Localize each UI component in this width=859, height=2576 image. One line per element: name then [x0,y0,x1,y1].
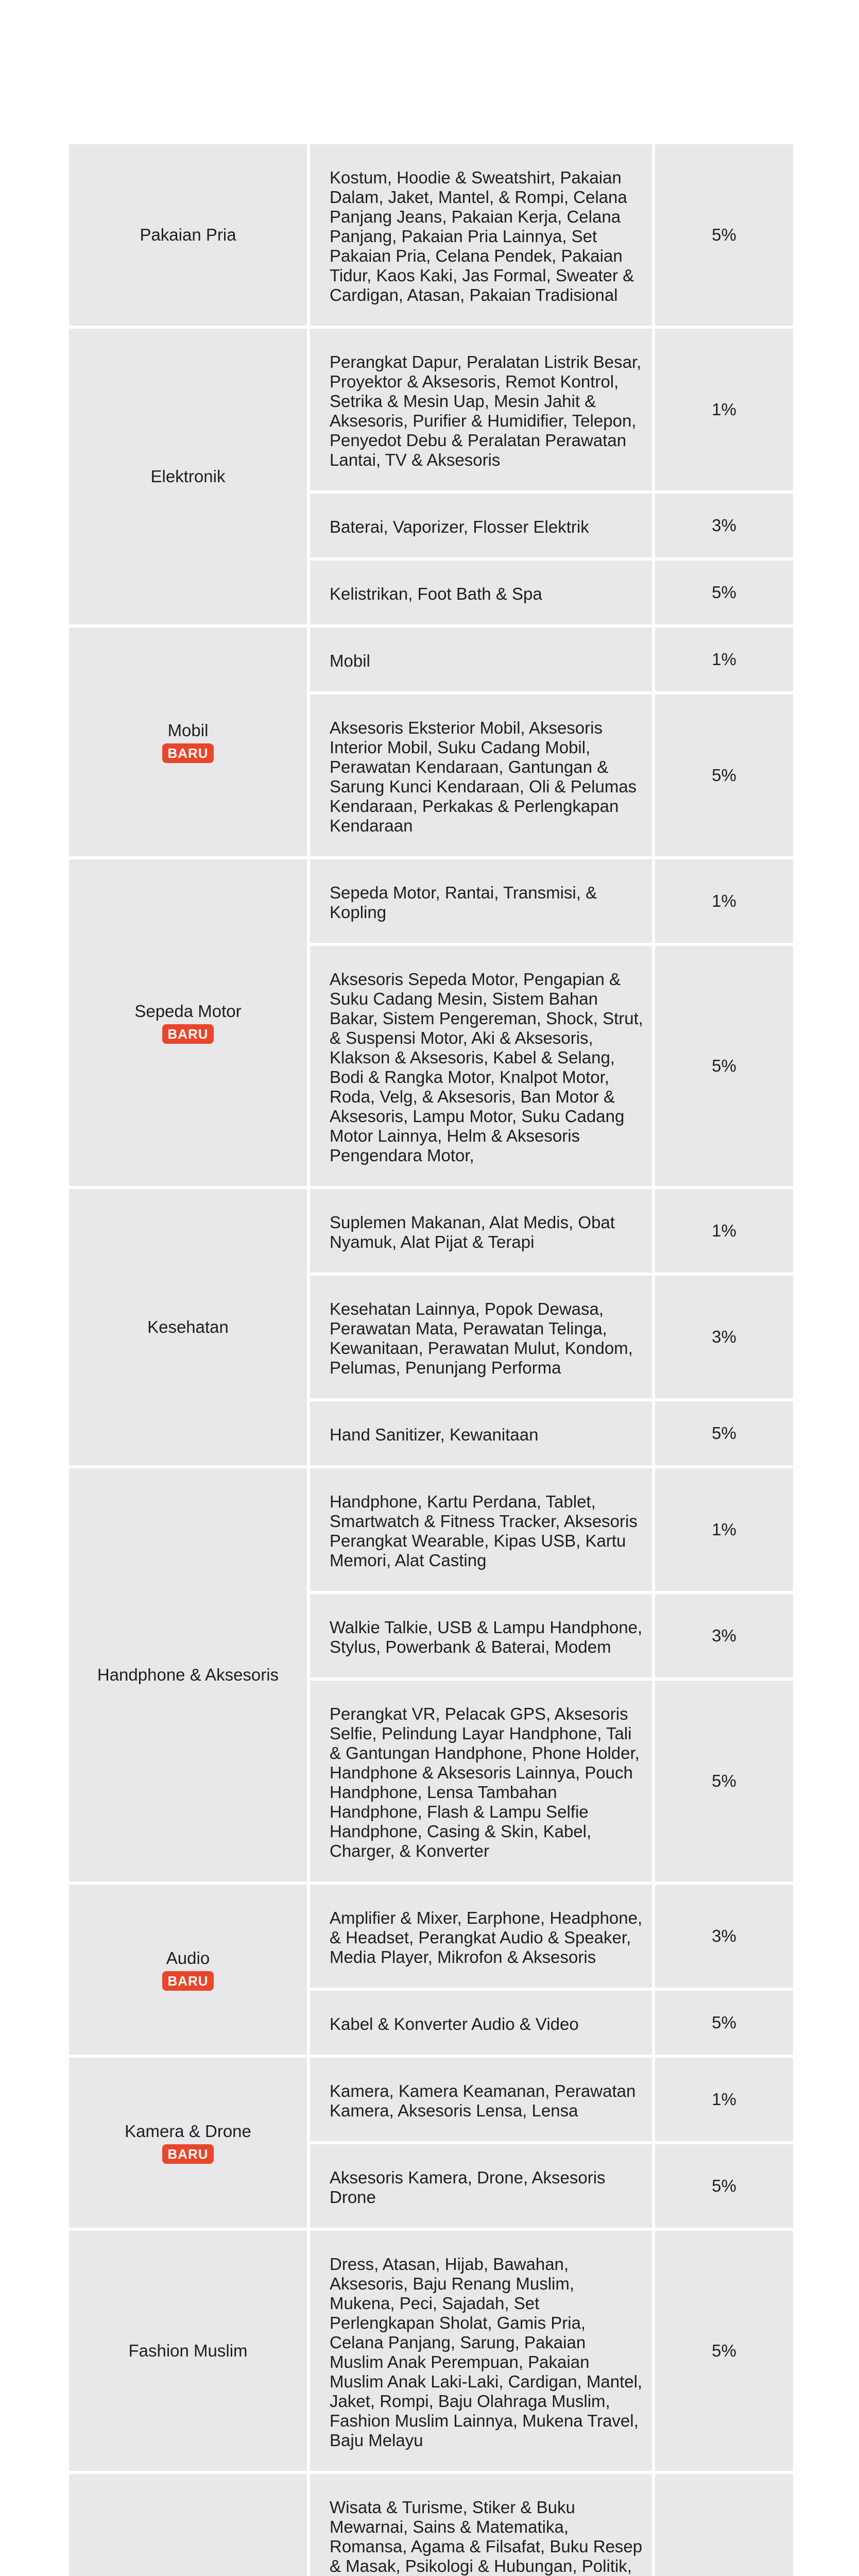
fee-percentage: 3% [654,492,795,559]
category-fee-table [66,141,796,2576]
category-cell [67,1883,308,2056]
fee-percentage: 5% [654,1400,795,1467]
table-row [67,327,795,492]
fee-percentage: 3% [654,1883,795,1989]
subcategory-description: Mobil [308,626,654,693]
table-row [67,1883,795,1989]
table-row [67,1467,795,1592]
table-row [67,858,795,944]
fee-percentage: 5% [654,559,795,626]
new-badge: BARU [162,1024,213,1044]
fee-percentage: 5% [654,2143,795,2229]
new-badge: BARU [162,743,213,763]
fee-table-wrapper [66,141,793,2576]
fee-percentage: 1% [654,327,795,492]
subcategory-description: Walkie Talkie, USB & Lampu Handphone, Stylus, Powerbank & Baterai, Modem [308,1592,654,1679]
category-cell [67,1188,308,1467]
category-name: Handphone & Aksesoris [97,1665,279,1684]
fee-percentage [654,2472,795,2576]
fee-percentage: 1% [654,858,795,944]
category-name: Audio [166,1948,210,1968]
fee-percentage: 5% [654,1989,795,2056]
fee-percentage: 1% [654,1188,795,1274]
fee-percentage: 1% [654,1467,795,1592]
category-name: Mobil [167,721,209,740]
fee-percentage: 1% [654,2056,795,2143]
fee-percentage: 5% [654,143,795,327]
fee-percentage: 3% [654,1274,795,1400]
subcategory-description: Kelistrikan, Foot Bath & Spa [308,559,654,626]
new-badge: BARU [162,2144,213,2164]
subcategory-description: Amplifier & Mixer, Earphone, Headphone, & Headset, Perangkat Audio & Speaker, Media Player, Mikrofon & Aksesoris [308,1883,654,1989]
fee-percentage: 3% [654,1592,795,1679]
category-name: Fashion Muslim [128,2341,248,2360]
fee-percentage: 5% [654,944,795,1188]
fee-percentage: 5% [654,2229,795,2472]
category-cell [67,626,308,858]
table-row [67,626,795,693]
subcategory-description: Kostum, Hoodie & Sweatshirt, Pakaian Dalam, Jaket, Mantel, & Rompi, Celana Panjang Jeans, Pakaian Kerja, Celana Panjang, Pakaian Pria Lainnya, Set Pakaian Pria, Celana Pendek, Pakaian Tidur, Kaos Kaki, Jas Formal, Sweater & Cardigan, Atasan, Pakaian Tradisional [308,143,654,327]
subcategory-description: Hand Sanitizer, Kewanitaan [308,1400,654,1467]
subcategory-description: Baterai, Vaporizer, Flosser Elektrik [308,492,654,559]
new-badge: BARU [162,1971,213,1991]
category-name: Pakaian Pria [140,225,236,244]
subcategory-description: Kamera, Kamera Keamanan, Perawatan Kamera, Aksesoris Lensa, Lensa [308,2056,654,2143]
fee-table-body [67,143,795,2576]
category-cell [67,2229,308,2472]
table-row [67,2056,795,2143]
table-row [67,1188,795,1274]
fee-percentage: 5% [654,1679,795,1883]
category-name: Sepeda Motor [134,1002,242,1021]
subcategory-description: Perangkat VR, Pelacak GPS, Aksesoris Selfie, Pelindung Layar Handphone, Tali & Gantungan Handphone, Phone Holder, Handphone & Aksesoris Lainnya, Pouch Handphone, Lensa Tambahan Handphone, Flash & Lampu Selfie Handphone, Casing & Skin, Kabel, Charger, & Konverter [308,1679,654,1883]
subcategory-description: Wisata & Turisme, Stiker & Buku Mewarnai, Sains & Matematika, Romansa, Agama & Filsafat, Buku Resep & Masak, Psikologi & Hubungan, Politik, [308,2472,654,2576]
subcategory-description: Aksesoris Kamera, Drone, Aksesoris Drone [308,2143,654,2229]
category-cell [67,858,308,1188]
subcategory-description: Dress, Atasan, Hijab, Bawahan, Aksesoris, Baju Renang Muslim, Mukena, Peci, Sajadah, Set Perlengkapan Sholat, Gamis Pria, Celana Panjang, Sarung, Pakaian Muslim Anak Perempuan, Pakaian Muslim Anak Laki-Laki, Cardigan, Mantel, Jaket, Rompi, Baju Olahraga Muslim, Fashion Muslim Lainnya, Mukena Travel, Baju Melayu [308,2229,654,2472]
category-cell [67,327,308,626]
table-row [67,2229,795,2472]
subcategory-description: Handphone, Kartu Perdana, Tablet, Smartwatch & Fitness Tracker, Aksesoris Perangkat Wearable, Kipas USB, Kartu Memori, Alat Casting [308,1467,654,1592]
table-row [67,143,795,327]
category-name: Elektronik [150,467,226,486]
subcategory-description: Sepeda Motor, Rantai, Transmisi, & Kopling [308,858,654,944]
category-cell [67,143,308,327]
category-cell [67,1467,308,1883]
category-name: Kesehatan [147,1317,229,1336]
category-name: Kamera & Drone [125,2122,251,2141]
subcategory-description: Aksesoris Sepeda Motor, Pengapian & Suku Cadang Mesin, Sistem Bahan Bakar, Sistem Pengereman, Shock, Strut, & Suspensi Motor, Aki & Aksesoris, Klakson & Aksesoris, Kabel & Selang, Bodi & Rangka Motor, Knalpot Motor, Roda, Velg, & Aksesoris, Ban Motor & Aksesoris, Lampu Motor, Suku Cadang Motor Lainnya, Helm & Aksesoris Pengendara Motor, [308,944,654,1188]
table-row [67,2472,795,2576]
category-cell [67,2056,308,2229]
subcategory-description: Kesehatan Lainnya, Popok Dewasa, Perawatan Mata, Perawatan Telinga, Kewanitaan, Perawatan Mulut, Kondom, Pelumas, Penunjang Performa [308,1274,654,1400]
fee-percentage: 1% [654,626,795,693]
subcategory-description: Kabel & Konverter Audio & Video [308,1989,654,2056]
subcategory-description: Suplemen Makanan, Alat Medis, Obat Nyamuk, Alat Pijat & Terapi [308,1188,654,1274]
subcategory-description: Perangkat Dapur, Peralatan Listrik Besar, Proyektor & Aksesoris, Remot Kontrol, Setrika & Mesin Uap, Mesin Jahit & Aksesoris, Purifier & Humidifier, Telepon, Penyedot Debu & Peralatan Perawatan Lantai, TV & Aksesoris [308,327,654,492]
fee-percentage: 5% [654,693,795,858]
category-cell [67,2472,308,2576]
subcategory-description: Aksesoris Eksterior Mobil, Aksesoris Interior Mobil, Suku Cadang Mobil, Perawatan Kendaraan, Gantungan & Sarung Kunci Kendaraan, Oli & Pelumas Kendaraan, Perkakas & Perlengkapan Kendaraan [308,693,654,858]
